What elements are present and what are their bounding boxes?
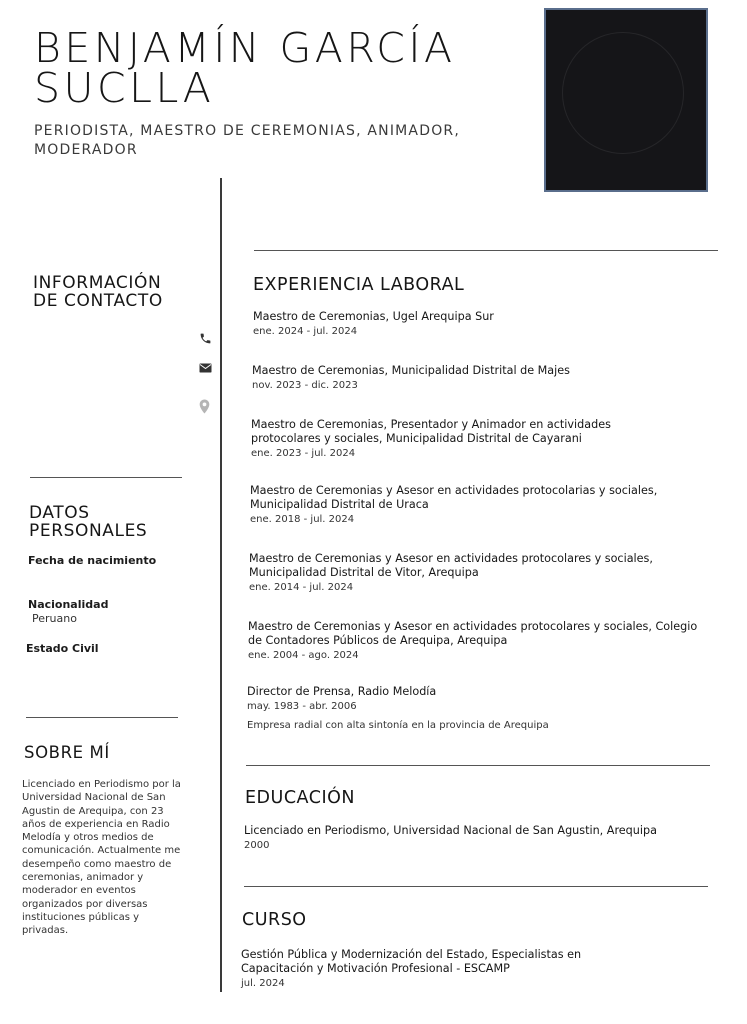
experience-heading: EXPERIENCIA LABORAL xyxy=(253,275,465,295)
education-date: 2000 xyxy=(244,840,270,851)
job-date: ene. 2023 - jul. 2024 xyxy=(251,448,356,459)
job-date: may. 1983 - abr. 2006 xyxy=(247,701,357,712)
course-item xyxy=(241,948,641,990)
vertical-divider xyxy=(220,178,222,992)
job-date: ene. 2004 - ago. 2024 xyxy=(248,650,359,661)
personal-heading xyxy=(29,504,147,540)
job-date: ene. 2018 - jul. 2024 xyxy=(250,514,355,525)
job-title: Maestro de Ceremonias y Asesor en actividades protocolares y sociales, Municipalidad Distrital de Vitor, Arequipa xyxy=(249,552,653,579)
job-item xyxy=(248,620,710,662)
nationality-label: Nacionalidad xyxy=(28,598,109,611)
phone-icon xyxy=(199,332,212,345)
civil-status-label: Estado Civil xyxy=(26,642,99,655)
job-item xyxy=(251,418,681,460)
rule-education xyxy=(244,886,708,887)
name-line-2: SUCLLA xyxy=(34,64,215,112)
job-title: Maestro de Ceremonias, Ugel Arequipa Sur xyxy=(253,310,494,323)
full-name xyxy=(34,24,456,112)
job-item xyxy=(253,310,713,338)
rule-top-right xyxy=(254,250,718,251)
rule-experience xyxy=(246,765,710,766)
about-text: Licenciado en Periodismo por la Universidad Nacional de San Agustin de Arequipa, con 23 años de experiencia en Radio Melodía y otros medios de comunicación. Actualmente me desempeño como maestro de ceremonias, animador y moderador en eventos organizados por diversas instituciones públicas y privadas. xyxy=(22,779,181,937)
job-date: nov. 2023 - dic. 2023 xyxy=(252,380,358,391)
job-item xyxy=(250,484,712,526)
job-date: ene. 2014 - jul. 2024 xyxy=(249,582,354,593)
education-heading: EDUCACIÓN xyxy=(245,788,355,808)
job-title: Director de Prensa, Radio Melodía xyxy=(247,685,437,698)
name-line-1: BENJAMÍN GARCÍA xyxy=(34,24,456,72)
envelope-icon xyxy=(199,363,212,373)
job-date: ene. 2024 - jul. 2024 xyxy=(253,326,358,337)
course-heading: CURSO xyxy=(242,910,307,930)
profile-photo xyxy=(544,8,708,192)
job-description: Empresa radial con alta sintonía en la provincia de Arequipa xyxy=(247,720,549,731)
nationality-value: Peruano xyxy=(32,612,77,625)
profile-photo-circle xyxy=(562,32,684,154)
education-title: Licenciado en Periodismo, Universidad Nacional de San Agustin, Arequipa xyxy=(244,824,657,837)
location-pin-icon xyxy=(199,399,210,414)
personal-heading-line-2: PERSONALES xyxy=(29,521,148,541)
course-title: Gestión Pública y Modernización del Estado, Especialistas en Capacitación y Motivación Profesional - ESCAMP xyxy=(241,948,582,975)
job-title: Maestro de Ceremonias y Asesor en actividades protocolares y sociales, Colegio de Contadores Públicos de Arequipa, Arequipa xyxy=(248,620,698,647)
job-title: Maestro de Ceremonias, Presentador y Animador en actividades protocolares y sociales, Municipalidad Distrital de Cayarani xyxy=(251,418,611,445)
contact-heading xyxy=(33,274,163,310)
job-item xyxy=(247,685,709,732)
job-item xyxy=(252,364,712,392)
job-title: Maestro de Ceremonias y Asesor en actividades protocolarias y sociales, Municipalidad Distrital de Uraca xyxy=(250,484,658,511)
job-title: Maestro de Ceremonias, Municipalidad Distrital de Majes xyxy=(252,364,570,377)
personal-heading-line-1: DATOS xyxy=(29,503,90,523)
profession-subtitle: PERIODISTA, MAESTRO DE CEREMONIAS, ANIMADOR, MODERADOR xyxy=(34,123,460,158)
rule-contact xyxy=(30,477,182,478)
birth-date-label: Fecha de nacimiento xyxy=(28,554,157,567)
contact-heading-line-1: INFORMACIÓN xyxy=(33,273,162,293)
rule-personal xyxy=(26,717,178,718)
contact-heading-line-2: DE CONTACTO xyxy=(33,291,163,311)
education-item xyxy=(244,824,710,852)
job-item xyxy=(249,552,711,594)
about-heading: SOBRE MÍ xyxy=(24,743,110,762)
course-date: jul. 2024 xyxy=(241,978,285,989)
